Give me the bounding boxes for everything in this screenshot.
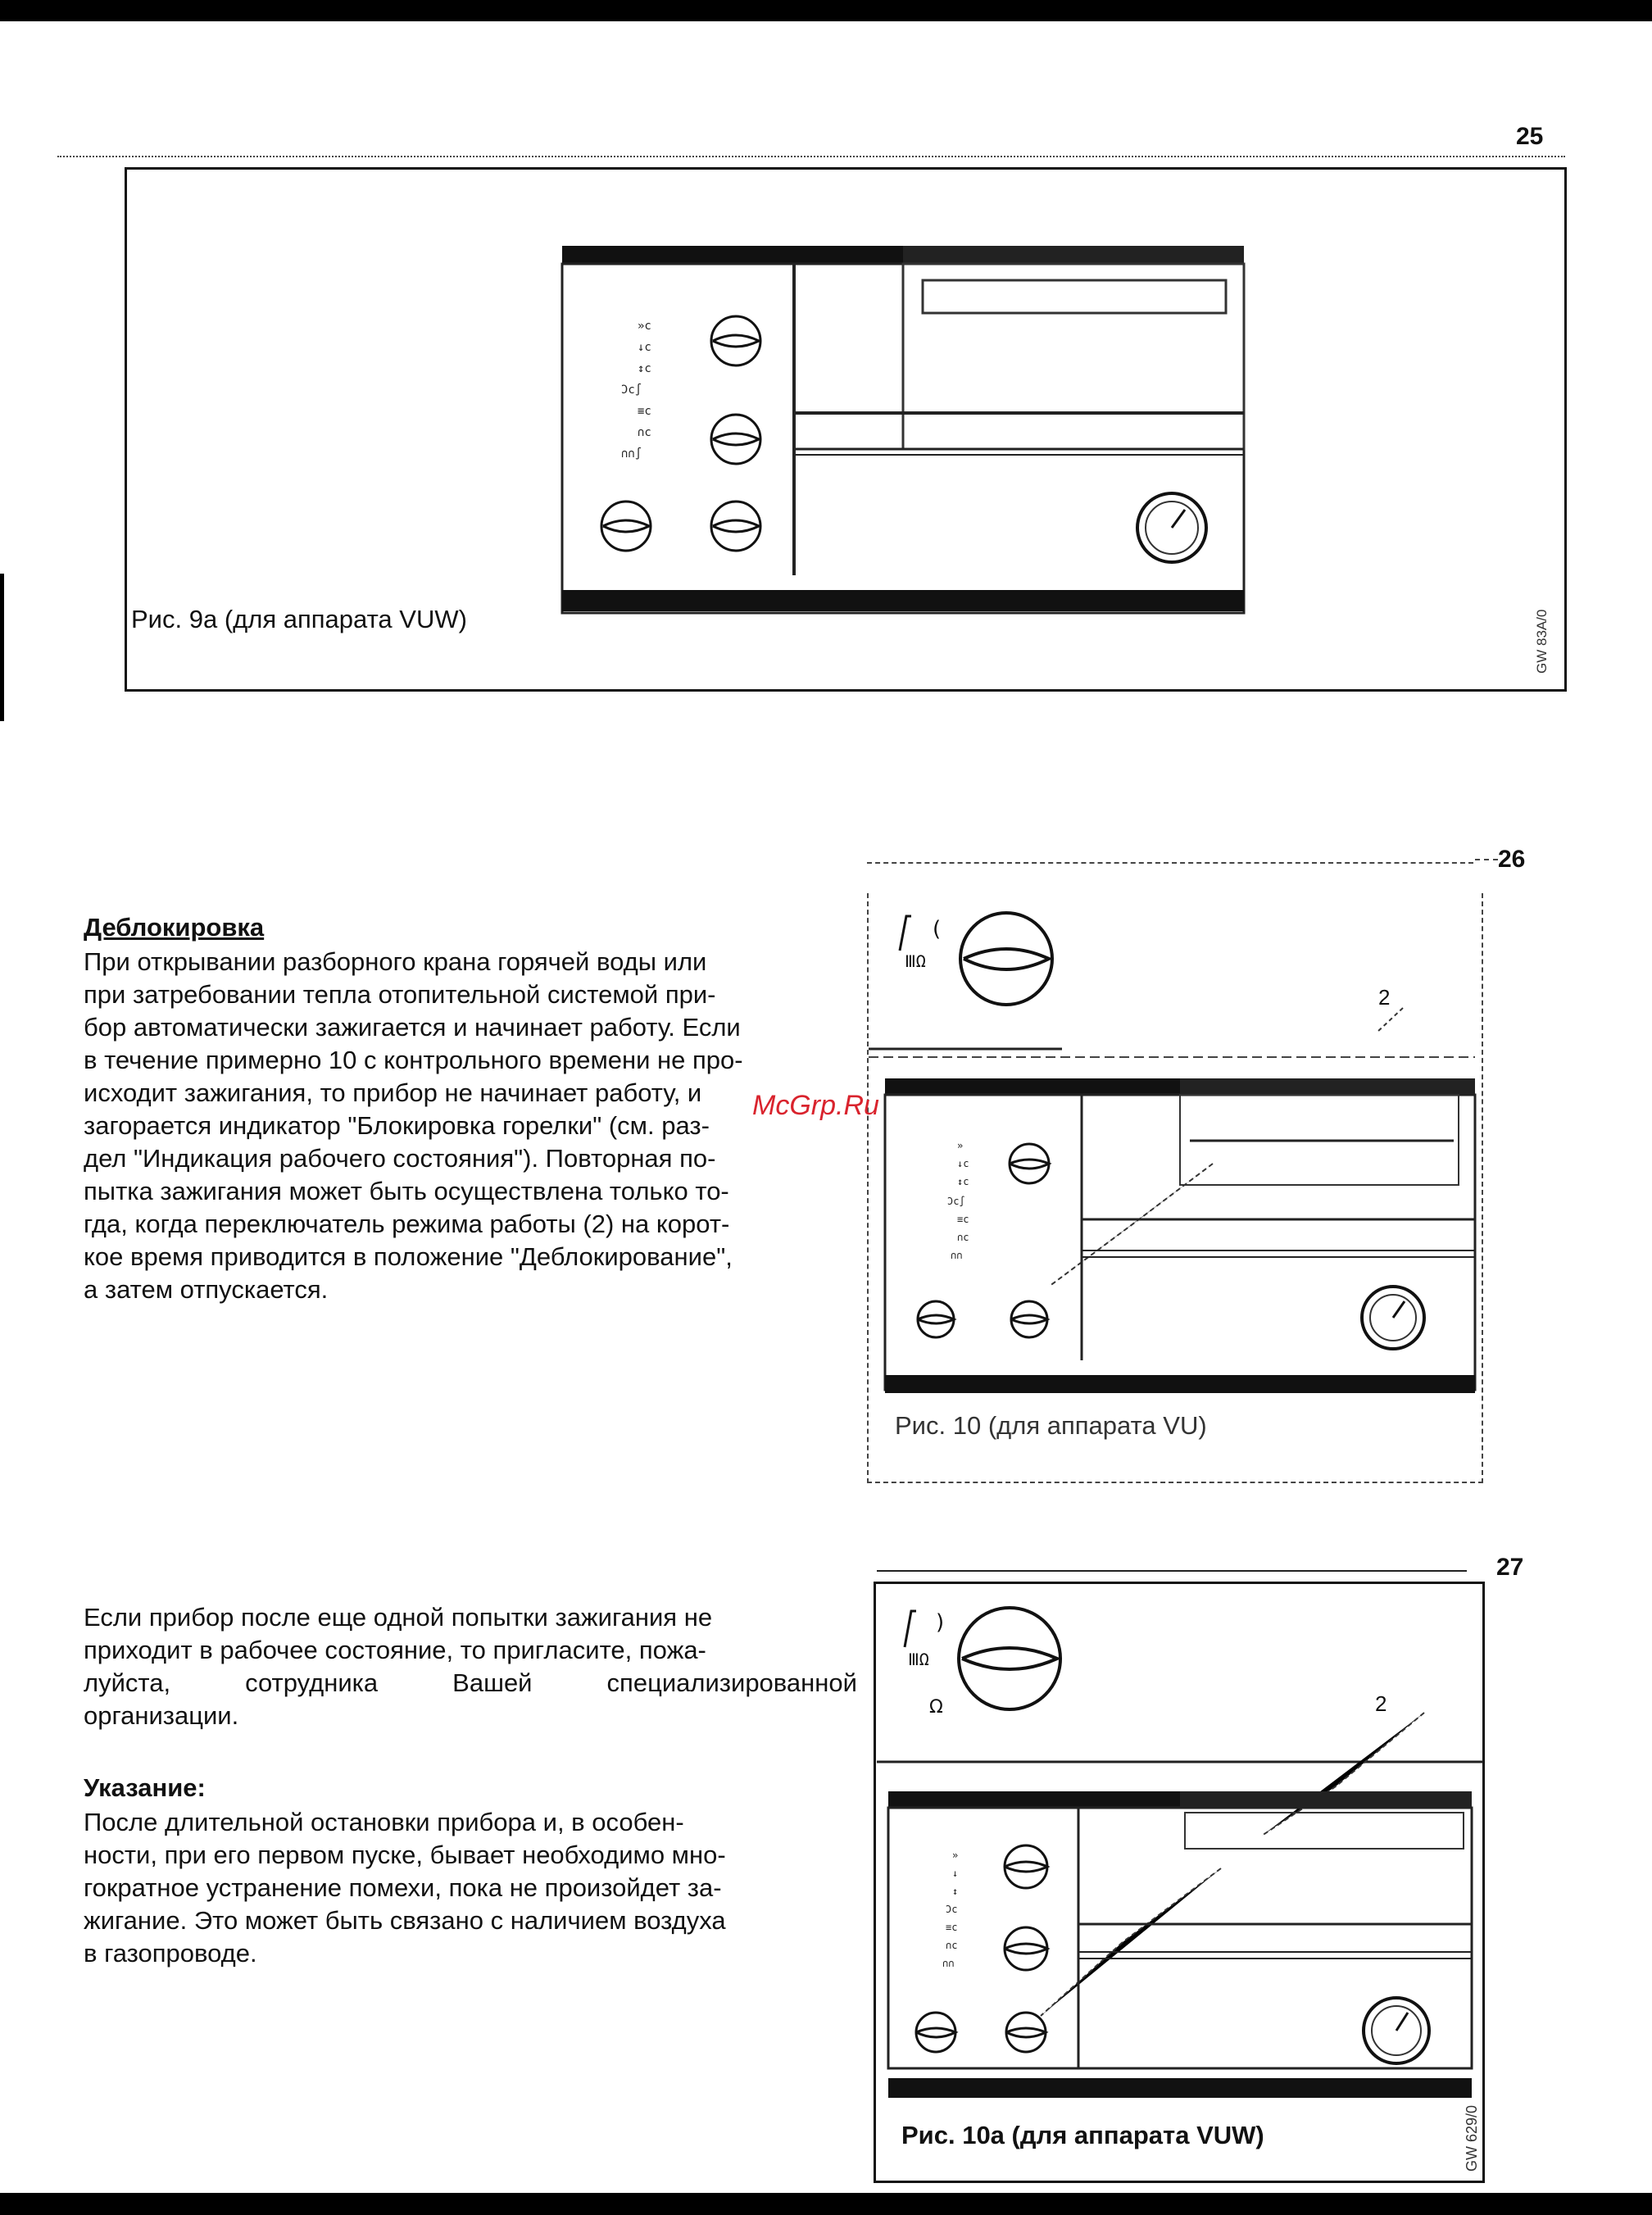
text-line: дел "Индикация рабочего состояния"). Повторная по- (84, 1144, 716, 1173)
text-line: пытка зажигания может быть осуществлена только то- (84, 1177, 729, 1205)
watermark: McGrp.Ru (752, 1090, 879, 1121)
svg-text:≡c: ≡c (946, 1922, 958, 1933)
figure-10-caption: Рис. 10 (для аппарата VU) (895, 1411, 1207, 1440)
word: луйста, (84, 1668, 171, 1697)
svg-text:↕c: ↕c (957, 1176, 969, 1187)
svg-text:(: ( (933, 917, 942, 942)
text-line: бор автоматически зажигается и начинает работу. Если (84, 1013, 741, 1042)
figure-10-callout-2: 2 (1378, 985, 1391, 1010)
figure-9a-panel (562, 231, 1250, 616)
svg-text:Ω: Ω (929, 1697, 943, 1718)
text-line: а затем отпускается. (84, 1275, 329, 1304)
figure-9a-caption: Рис. 9а (для аппарата VUW) (131, 605, 467, 633)
text-line: гократное устранение помехи, пока не произойдет за- (84, 1873, 722, 1902)
svg-text:»c: »c (638, 320, 651, 333)
svg-text:): ) (936, 1610, 945, 1635)
svg-text:Ɔc∫: Ɔc∫ (947, 1196, 965, 1207)
section-rule (867, 862, 1473, 864)
text-line: загорается индикатор "Блокировка горелки" (см. раз- (84, 1111, 710, 1140)
text-line: при затребовании тепла отопительной системой при- (84, 980, 716, 1009)
scan-top-edge (0, 0, 1652, 21)
deblock-heading: Деблокировка (84, 913, 265, 942)
svg-text:↕c: ↕c (638, 362, 651, 375)
text-line: исходит зажигания, то прибор не начинает работу, и (84, 1078, 702, 1107)
text-line: в течение примерно 10 с контрольного времени не про- (84, 1046, 743, 1074)
svg-text:∩c: ∩c (638, 426, 651, 439)
svg-text:↓c: ↓c (957, 1158, 969, 1169)
svg-text:∩c: ∩c (946, 1940, 958, 1951)
text-line: гда, когда переключатель режима работы (2) на корот- (84, 1210, 730, 1238)
svg-text:↓c: ↓c (638, 341, 651, 354)
svg-text:∩c: ∩c (957, 1232, 969, 1243)
svg-text:↓: ↓ (952, 1868, 959, 1879)
note-heading: Указание: (84, 1773, 206, 1802)
scan-left-mark (0, 574, 4, 721)
text-line: приходит в рабочее состояние, то пригласите, пожа- (84, 1636, 706, 1664)
svg-text:»: » (957, 1140, 964, 1151)
figure-10a-drawing (877, 1590, 1483, 2122)
text-line: После длительной остановки прибора и, в особен- (84, 1808, 684, 1836)
text-line-justified (84, 1667, 857, 1700)
scan-bottom-edge (0, 2193, 1652, 2215)
text-line: ности, при его первом пуске, бывает необходимо мно- (84, 1841, 726, 1869)
page-number-25: 25 (1516, 123, 1544, 150)
text-line: кое время приводится в положение "Деблокирование", (84, 1242, 733, 1271)
word: специализированной (606, 1668, 857, 1697)
section-rule (1475, 859, 1498, 860)
figure-10-drawing (869, 901, 1475, 1409)
page-number-27: 27 (1496, 1554, 1524, 1581)
svg-text:∩∩: ∩∩ (951, 1250, 963, 1261)
svg-text:Ɔc: Ɔc (946, 1904, 958, 1915)
retry-paragraph (84, 1601, 857, 1732)
text-line: организации. (84, 1701, 239, 1730)
section-rule (57, 156, 1565, 157)
svg-text:↕: ↕ (952, 1886, 959, 1897)
note-paragraph (84, 1806, 857, 1970)
text-line: в газопроводе. (84, 1939, 257, 1968)
svg-text:»: » (952, 1850, 959, 1861)
page-number-26: 26 (1498, 846, 1526, 873)
figure-10a-callout-2: 2 (1375, 1691, 1387, 1716)
text-line: Если прибор после еще одной попытки зажигания не (84, 1603, 713, 1632)
word: сотрудника (245, 1668, 379, 1697)
svg-text:ⅢΩ: ⅢΩ (905, 951, 926, 971)
svg-text:∩∩: ∩∩ (942, 1958, 955, 1969)
deblock-paragraph (84, 946, 857, 1306)
svg-text:≡c: ≡c (638, 405, 651, 418)
svg-text:∩∩∫: ∩∩∫ (621, 447, 642, 461)
figure-9a-code: GW 83A/0 (1534, 609, 1550, 674)
figure-10a-code: GW 629/0 (1464, 2104, 1480, 2172)
word: Вашей (452, 1668, 533, 1697)
svg-text:Ɔc∫: Ɔc∫ (621, 384, 642, 397)
text-line: При открывании разборного крана горячей воды или (84, 947, 707, 976)
figure-10a-caption: Рис. 10а (для аппарата VUW) (901, 2121, 1264, 2149)
text-line: жигание. Это может быть связано с наличием воздуха (84, 1906, 726, 1935)
section-rule (877, 1570, 1467, 1572)
svg-text:≡c: ≡c (957, 1214, 969, 1225)
svg-text:ⅢΩ: ⅢΩ (908, 1650, 929, 1669)
